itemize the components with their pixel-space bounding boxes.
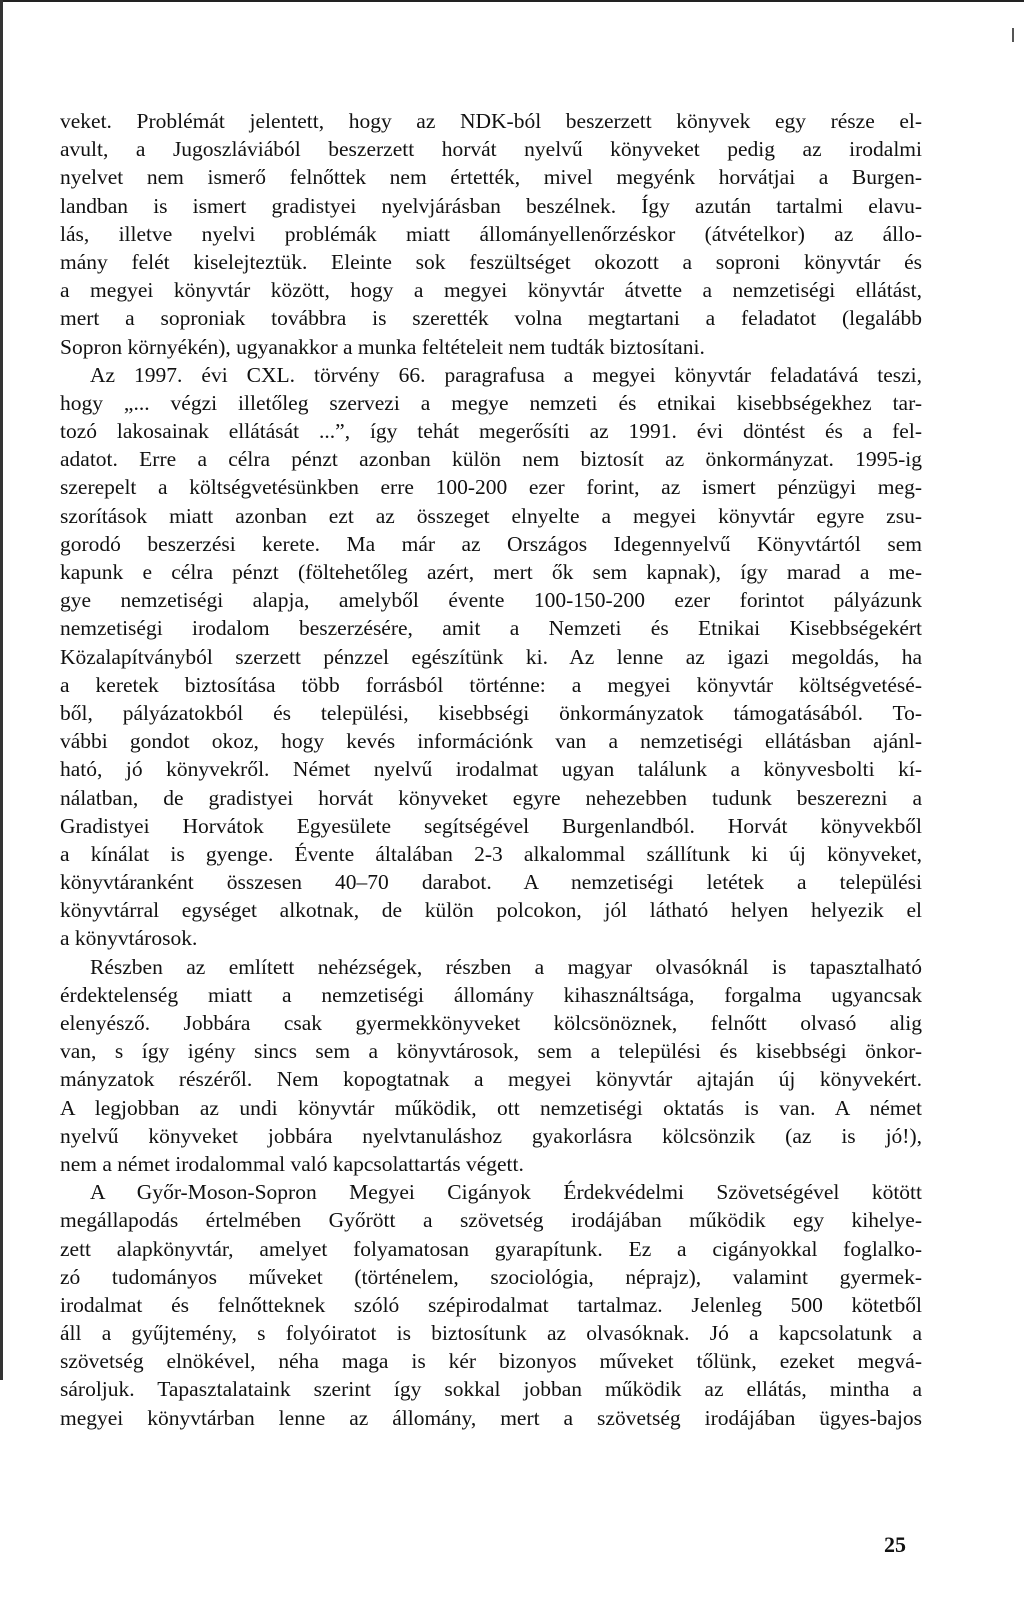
text-line: nem a német irodalommal való kapcsolattartás végett. [60,1151,524,1176]
text-line: Közalapítványból szerzett pénzzel egészítünk ki. Az lenne az igazi megoldás, ha [60,644,922,669]
text-line: nálatban, de gradistyei horvát könyveket egyre nehezebben tudunk beszerezni a [60,785,922,810]
text-line: gorodó beszerzési kerete. Ma már az Országos Idegennyelvű Könyvtártól sem [60,531,922,556]
text-line: a kínálat is gyenge. Évente általában 2-3 alkalommal szállítunk ki új könyveket, [60,841,922,866]
text-line: landban is ismert gradistyei nyelvjárásban beszélnek. Így azután tartalmi elavu- [60,193,922,218]
text-line: Sopron környékén), ugyanakkor a munka feltételeit nem tudták biztosítani. [60,334,705,359]
text-line: ható, jó könyvekről. Német nyelvű irodalmat ugyan találunk a könyvesbolti kí- [60,757,922,782]
text-line: elenyésző. Jobbára csak gyermekkönyveket kölcsönöznek, felnőtt olvasó alig [60,1011,922,1035]
text-line: érdektelenség miatt a nemzetiségi állomány kihasználtsága, forgalma ugyancsak [60,982,922,1007]
text-line: nyelvet nem ismerő felnőttek nem értették, mivel megyénk horvátjai a Burgen- [60,165,922,190]
text-line: zó tudományos műveket (történelem, szociológia, néprajz), valamint gyermek- [60,1264,922,1289]
text-line: szorítások miatt azonban ezt az összeget elnyelte a megyei könyvtár egyre zsu- [60,503,922,528]
text-line: nyelvű könyveket jobbára nyelvtanuláshoz gyakorlásra kölcsönzik (az is jó!), [60,1123,922,1148]
text-line: hogy „... végzi illetőleg szervezi a megye nemzeti és etnikai kisebbségekhez tar- [60,390,922,415]
text-line: van, s így igény sincs sem a könyvtárosok, sem a települési és kisebbségi önkor- [60,1039,922,1064]
text-line: Gradistyei Horvátok Egyesülete segítségével Burgenlandból. Horvát könyvekből [60,813,922,838]
scan-mark [1012,28,1014,42]
text-line: veket. Problémát jelentett, hogy az NDK-ból beszerzett könyvek egy része el- [60,109,922,133]
text-line: megyei könyvtárban lenne az állomány, mert a szövetség irodájában ügyes-bajos [60,1405,922,1430]
text-line: adatot. Erre a célra pénzt azonban külön nem biztosít az önkormányzat. 1995-ig [60,447,922,472]
text-line: lás, illetve nyelvi problémák miatt állományellenőrzéskor (átvételkor) az állo- [60,221,922,246]
text-line: ből, pályázatokból és települési, kisebbségi önkormányzatok támogatásából. To- [60,700,922,725]
text-line: tozó lakosainak ellátását ...”, így tehát megerősíti az 1991. évi döntést és a fel- [60,419,922,444]
text-line: a keretek biztosítása több forrásból történne: a megyei könyvtár költségvetésé- [60,672,922,697]
text-line: avult, a Jugoszláviából beszerzett horvát nyelvű könyveket pedig az irodalmi [60,137,922,162]
text-line: Az 1997. évi CXL. törvény 66. paragrafusa a megyei könyvtár feladatává teszi, [90,362,922,387]
text-line: könyvtárral egységet alkotnak, de külön polcokon, jól látható helyen helyezik el [60,898,922,923]
text-line: kapunk e célra pénzt (föltehetőleg azért, mert ők sem kapnak), így marad a me- [60,560,922,584]
text-line: a megyei könyvtár között, hogy a megyei könyvtár átvette a nemzetiségi ellátást, [60,278,922,303]
body-text [60,107,922,1432]
text-line: Részben az említett nehézségek, részben a magyar olvasóknál is tapasztalható [90,954,922,979]
text-line: a könyvtárosok. [60,926,198,951]
text-line: mány felét kiselejteztük. Eleinte sok feszültséget okozott a soproni könyvtár és [60,249,922,274]
scan-edge-left [0,0,3,1380]
text-line: A legjobban az undi könyvtár működik, ott nemzetiségi oktatás is van. A német [60,1095,922,1120]
text-line: könyvtáranként összesen 40–70 darabot. A nemzetiségi letétek a települési [60,870,922,895]
text-line: mányzatok részéről. Nem kopogtatnak a megyei könyvtár ajtaján új könyvekért. [60,1067,922,1092]
text-line: sároljuk. Tapasztalataink szerint így sokkal jobban működik az ellátás, mintha a [60,1377,922,1402]
text-line: zett alapkönyvtár, amelyet folyamatosan gyarapítunk. Ez a cigányokkal foglalko- [60,1236,922,1261]
page-number: 25 [884,1532,906,1557]
text-line: szövetség elnökével, néha maga is kér bizonyos műveket tőlünk, ezeket megvá- [60,1349,922,1374]
text-line: A Győr-Moson-Sopron Megyei Cigányok Érdekvédelmi Szövetségével kötött [90,1180,922,1205]
text-line: gye nemzetiségi alapja, amelyből évente 100-150-200 ezer forintot pályázunk [60,588,922,613]
text-line: áll a gyűjtemény, s folyóiratot is biztosítunk az olvasóknak. Jó a kapcsolatunk a [60,1321,922,1346]
text-line: szerepelt a költségvetésünkben erre 100-200 ezer forint, az ismert pénzügyi meg- [60,475,922,500]
text-line: vábbi gondot okoz, hogy kevés információnk van a nemzetiségi ellátásban ajánl- [60,729,922,754]
text-line: nemzetiségi irodalom beszerzésére, amit a Nemzeti és Etnikai Kisebbségekért [60,616,922,641]
text-line: megállapodás értelmében Győrött a szövetség irodájában működik egy kihelye- [60,1208,922,1233]
text-line: mert a soproniak továbbra is szerették volna megtartani a feladatot (legalább [60,306,922,331]
text-line: irodalmat és felnőtteknek szóló szépirodalmat tartalmaz. Jelenleg 500 kötetből [60,1292,922,1317]
scan-edge-top [0,0,1024,2]
